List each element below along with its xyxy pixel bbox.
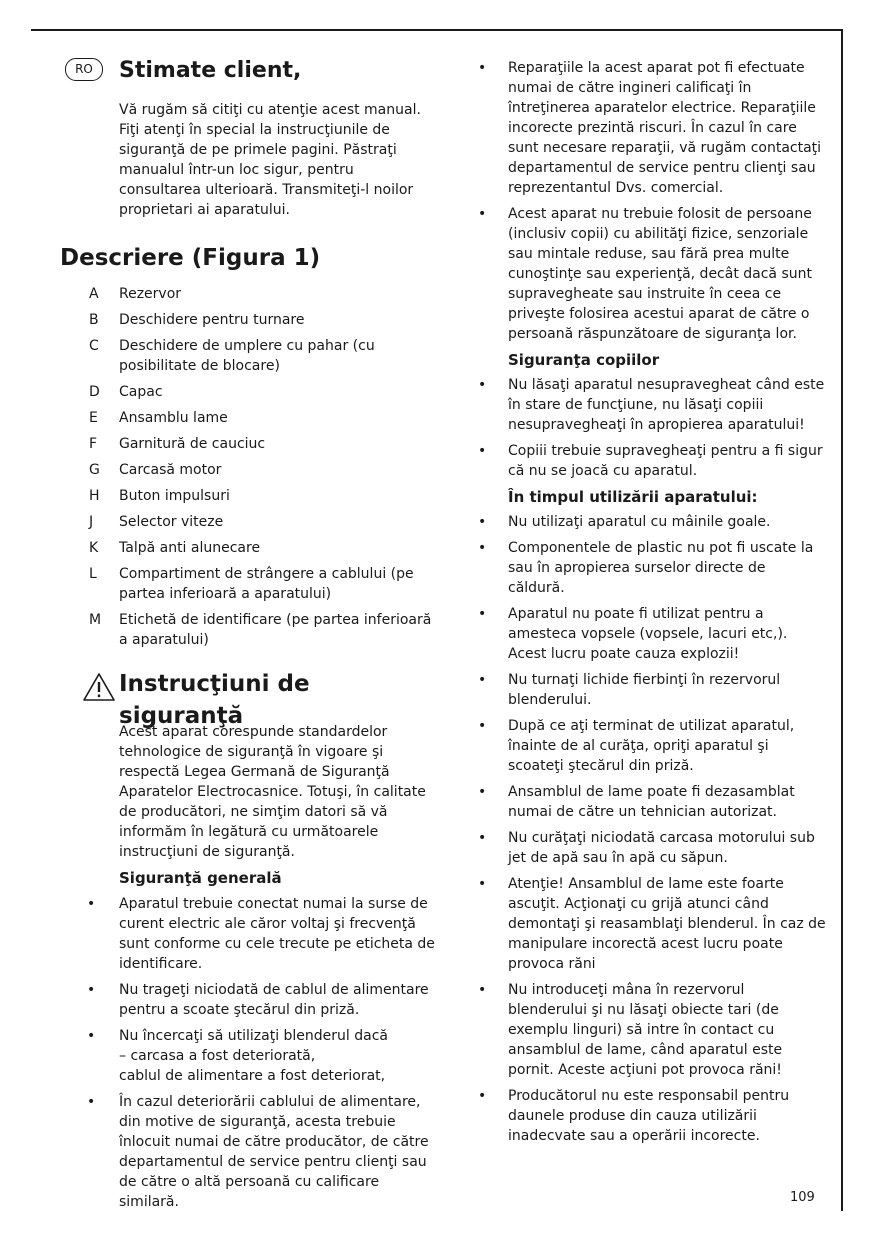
bullet-icon: •: [478, 672, 487, 688]
legend-text: Etichetă de identificare (pe partea inferioară a aparatului): [119, 612, 432, 648]
bullet-icon: •: [478, 876, 487, 892]
description-title: Descriere (Figura 1): [60, 245, 321, 271]
during-use-list: [476, 512, 826, 1146]
legend-item: [60, 336, 440, 376]
bullet-icon: •: [478, 60, 487, 76]
bullet-item: [476, 782, 826, 822]
bullet-text: Reparaţiile la acest aparat pot fi efectuate numai de către ingineri calificaţi în întreţinerea aparatelor electrice. Reparaţiile incorecte prezintă riscuri. În cazul în care sunt necesare reparaţii, vă rugăm contactaţi departamentul de service pentru clienţi sau reprezentantul Dvs. comercial.: [508, 60, 822, 196]
bullet-icon: •: [87, 1094, 96, 1110]
children-safety-list: [476, 375, 826, 481]
bullet-text: Nu curăţaţi niciodată carcasa motorului sub jet de apă sau în apă cu săpun.: [508, 830, 815, 866]
greeting-text: Vă rugăm să citiţi cu atenţie acest manual. Fiţi atenţi în special la instrucţiunile de siguranţă de pe primele pagini. Păstraţi manualul într-un loc sigur, pentru consultarea ulterioară. Transmiteţi-l noilor proprietari ai aparatului.: [119, 102, 421, 218]
bullet-item: [476, 604, 826, 664]
bullet-text: Nu trageţi niciodată de cablul de alimentare pentru a scoate ştecărul din priză.: [119, 982, 429, 1018]
legend-letter: H: [89, 488, 100, 504]
language-badge: RO: [65, 58, 103, 81]
during-use-title: În timpul utilizării aparatului:: [508, 488, 758, 506]
bullet-text: După ce aţi terminat de utilizat aparatul, înainte de al curăţa, opriţi aparatul şi scoateţi ştecărul din priză.: [508, 718, 795, 774]
top-rule: [31, 29, 843, 31]
bullet-item: [60, 894, 440, 974]
bullet-icon: •: [478, 443, 487, 459]
bullet-item: [476, 670, 826, 710]
legend-text: Rezervor: [119, 286, 182, 302]
legend-text: Carcasă motor: [119, 462, 222, 478]
bullet-item: [476, 441, 826, 481]
bullet-icon: •: [478, 377, 487, 393]
legend-item: [60, 434, 440, 454]
bullet-icon: •: [87, 1028, 96, 1044]
bullet-icon: •: [478, 1088, 487, 1104]
greeting-title: Stimate client,: [119, 58, 302, 83]
bullet-text: Aparatul nu poate fi utilizat pentru a amesteca vopsele (vopsele, lacuri etc,). Acest lucru poate cauza explozii!: [508, 606, 788, 662]
right-rule: [841, 29, 843, 1211]
legend-item: [60, 382, 440, 402]
bullet-icon: •: [478, 606, 487, 622]
greeting-header: [60, 56, 440, 86]
bullet-icon: •: [478, 784, 487, 800]
bullet-item: [476, 828, 826, 868]
legend-text: Deschidere de umplere cu pahar (cu posibilitate de blocare): [119, 338, 375, 374]
legend-text: Talpă anti alunecare: [119, 540, 261, 556]
bullet-text: Nu turnaţi lichide fierbinţi în rezervorul blenderului.: [508, 672, 781, 708]
bullet-item: [476, 716, 826, 776]
repair-list: [476, 58, 826, 344]
bullet-icon: •: [478, 982, 487, 998]
bullet-item: [476, 538, 826, 598]
safety-header: [60, 668, 440, 729]
legend-letter: B: [89, 312, 99, 328]
legend-item: [60, 512, 440, 532]
general-safety-list: [60, 894, 440, 1212]
legend-item: [60, 564, 440, 604]
legend-item: [60, 310, 440, 330]
bullet-item: [476, 204, 826, 344]
bullet-icon: •: [478, 206, 487, 222]
legend-letter: D: [89, 384, 100, 400]
left-column: [60, 56, 440, 1218]
legend-item: [60, 610, 440, 650]
legend-item: [60, 460, 440, 480]
bullet-icon: •: [478, 514, 487, 530]
legend-letter: J: [89, 514, 94, 530]
bullet-item: [60, 1026, 440, 1086]
bullet-text: Nu încercaţi să utilizaţi blenderul dacă – carcasa a fost deteriorată, cablul de alimentare a fost deteriorat,: [119, 1028, 389, 1084]
bullet-text: Nu utilizaţi aparatul cu mâinile goale.: [508, 514, 771, 530]
bullet-text: Acest aparat nu trebuie folosit de persoane (inclusiv copii) cu abilităţi fizice, senzoriale sau mintale reduse, sau fără prea multe cunoştinţe sau experienţă, decât dacă sunt supravegheate sau instruite în ceea ce priveşte folosirea acestui aparat de către o persoană răspunzătoare de siguranţa lor.: [508, 206, 812, 342]
legend-letter: C: [89, 338, 99, 354]
bullet-text: Ansamblul de lame poate fi dezasamblat numai de către un tehnician autorizat.: [508, 784, 795, 820]
bullet-text: Atenţie! Ansamblul de lame este foarte ascuţit. Acţionaţi cu grijă atunci când demontaţi şi reasamblaţi blenderul. În caz de manipulare incorectă acest lucru poate provoca răni: [508, 876, 826, 972]
legend-letter: E: [89, 410, 98, 426]
bullet-item: [476, 874, 826, 974]
bullet-text: În cazul deteriorării cablului de alimentare, din motive de siguranţă, acesta trebuie înlocuit numai de către producător, de către departamentul de service pentru clienţi sau de către o altă persoană cu calificare similară.: [119, 1094, 429, 1210]
legend-text: Capac: [119, 384, 163, 400]
legend-text: Selector viteze: [119, 514, 224, 530]
general-safety-title: Siguranţă generală: [119, 869, 282, 887]
bullet-text: Copiii trebuie supravegheaţi pentru a fi sigur că nu se joacă cu aparatul.: [508, 443, 823, 479]
bullet-icon: •: [478, 540, 487, 556]
bullet-item: [60, 1092, 440, 1212]
bullet-icon: •: [478, 718, 487, 734]
legend-letter: F: [89, 436, 98, 452]
legend-item: [60, 538, 440, 558]
legend-text: Ansamblu lame: [119, 410, 228, 426]
bullet-text: Componentele de plastic nu pot fi uscate la sau în apropierea surselor directe de căldură.: [508, 540, 814, 596]
children-safety-title: Siguranţa copiilor: [508, 351, 660, 369]
right-column: [476, 58, 826, 1152]
bullet-text: Producătorul nu este responsabil pentru daunele produse din cauza utilizării inadecvate sau a operării incorecte.: [508, 1088, 790, 1144]
bullet-text: Nu introduceţi mâna în rezervorul blenderului şi nu lăsaţi obiecte tari (de exemplu linguri) să intre în contact cu ansamblul de lame, când aparatul este pornit. Aceste acţiuni pot provoca răni!: [508, 982, 783, 1078]
bullet-item: [476, 1086, 826, 1146]
safety-intro: Acest aparat corespunde standardelor tehnologice de siguranţă în vigoare şi respectă Legea Germană de Siguranţă Aparatelor Electrocasnice. Totuşi, în calitate de producători, ne simţim datori să vă informăm în legătură cu următoarele instrucţiuni de siguranţă.: [119, 724, 426, 860]
safety-title: Instrucţiuni de siguranţă: [119, 671, 310, 729]
legend-text: Buton impulsuri: [119, 488, 230, 504]
legend-letter: L: [89, 566, 97, 582]
legend-text: Compartiment de strângere a cablului (pe partea inferioară a aparatului): [119, 566, 414, 602]
legend-text: Deschidere pentru turnare: [119, 312, 305, 328]
bullet-icon: •: [87, 896, 96, 912]
legend-letter: M: [89, 612, 102, 628]
bullet-item: [476, 58, 826, 198]
bullet-item: [476, 980, 826, 1080]
legend-letter: A: [89, 286, 99, 302]
warning-triangle-icon: [82, 672, 116, 702]
bullet-icon: •: [87, 982, 96, 998]
legend-letter: K: [89, 540, 99, 556]
legend-letter: G: [89, 462, 100, 478]
legend-text: Garnitură de cauciuc: [119, 436, 266, 452]
bullet-text: Nu lăsaţi aparatul nesupravegheat când este în stare de funcţiune, nu lăsaţi copiii nesupravegheaţi în apropierea aparatului!: [508, 377, 825, 433]
legend-item: [60, 486, 440, 506]
page-number: 109: [790, 1190, 815, 1205]
description-legend: [60, 284, 440, 650]
bullet-item: [476, 512, 826, 532]
bullet-icon: •: [478, 830, 487, 846]
legend-item: [60, 284, 440, 304]
bullet-text: Aparatul trebuie conectat numai la surse de curent electric ale căror voltaj şi frecvenţă sunt conforme cu cele trecute pe eticheta de identificare.: [119, 896, 435, 972]
bullet-item: [60, 980, 440, 1020]
bullet-item: [476, 375, 826, 435]
legend-item: [60, 408, 440, 428]
